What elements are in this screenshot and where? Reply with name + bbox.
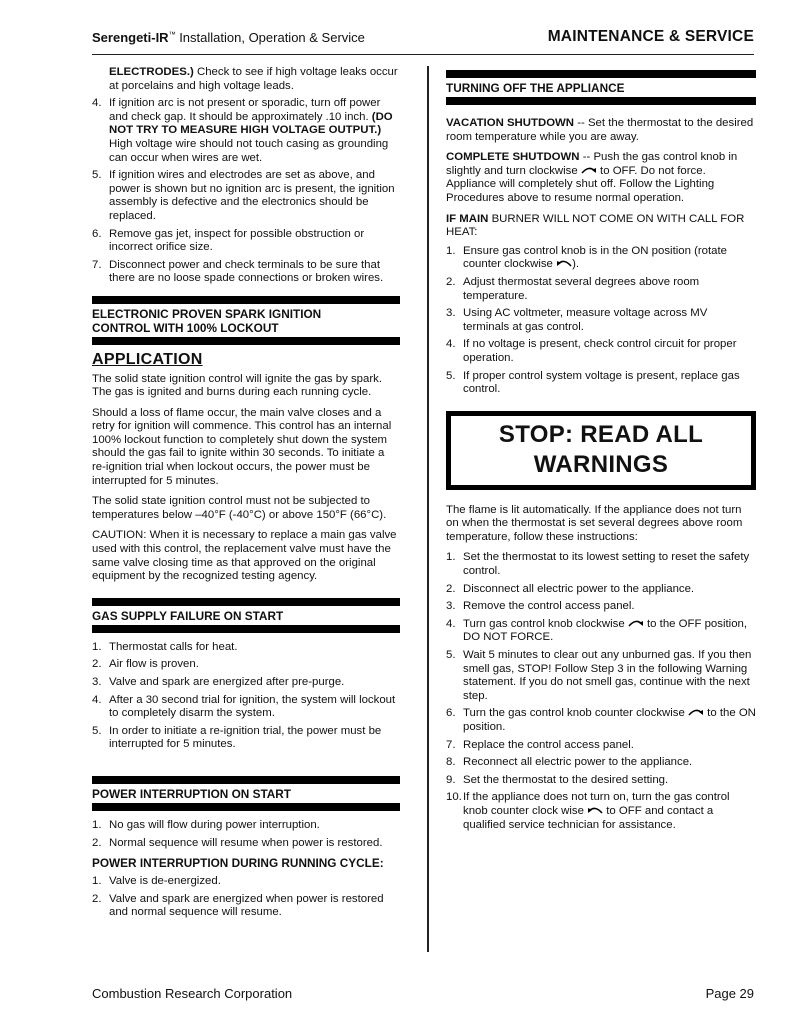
banner-heading: GAS SUPPLY FAILURE ON START [92,608,284,623]
list-item [446,600,756,614]
item-number: 1. [92,875,102,888]
electrodes-text: Check to see if high voltage leaks occur at porcelains and high voltage leads. [109,66,398,92]
right-column [446,66,756,838]
power-start-list [92,819,400,850]
list-item [446,739,756,753]
item-number: 3. [446,307,456,320]
list-item [446,370,756,397]
list-item [446,245,756,272]
electrodes-continuation [92,66,400,93]
item-text: Reconnect all electric power to the appliance. [463,756,693,769]
list-item [92,725,400,752]
company-name: Combustion Research Corporation [92,986,293,1001]
complete-text: to OFF. Do not force. Appliance will completely shut off. Follow the Lighting Procedures above to resume normal operation. [446,164,715,204]
item-text: After a 30 second trial for ignition, the system will lockout to completely disarm the system. [109,693,396,720]
item-number: 2. [92,836,102,849]
banner-bar [92,337,400,345]
application-paragraph: Should a loss of flame occur, the main valve closes and a retry for ignition will commence. This control has an internal 100% lockout function to completely shut down the system should the gas fail to ignite within 30 seconds. To initiate a re-ignition trial when lockout occurs, the power must be interrupted for 5 minutes. [92,406,392,487]
counterclockwise-arrow-icon [587,805,603,815]
item-text: to the OFF position, DO NOT FORCE. [463,617,748,644]
item-text: Ensure gas control knob is in the ON position (rotate counter clockwise [463,244,728,271]
item-text: If no voltage is present, check control circuit for proper operation. [463,338,737,364]
item-number: 6. [92,227,102,240]
item-text: If proper control system voltage is present, replace gas control. [463,369,740,396]
item-number: 1. [92,640,102,653]
clockwise-arrow-icon [628,618,644,628]
item-number: 1. [446,551,456,564]
item-text: Normal sequence will resume when power is restored. [109,836,383,849]
item-text: Turn gas control knob clockwise [463,617,628,630]
item-number: 3. [446,600,456,613]
if-main-label: IF MAIN [446,212,489,225]
item-text: Adjust thermostat several degrees above room temperature. [463,275,700,302]
clockwise-arrow-icon [688,707,704,717]
flame-paragraph: The flame is lit automatically. If the appliance does not turn on when the thermostat is set several degrees above room temperature, follow these instructions: [446,503,743,543]
list-item [92,641,400,655]
list-item [92,875,400,889]
section-banner-gas-supply [92,598,400,633]
running-cycle-heading: POWER INTERRUPTION DURING RUNNING CYCLE: [92,856,384,871]
list-item [92,837,400,851]
banner-heading: TURNING OFF THE APPLIANCE [446,81,625,95]
list-item [446,707,756,734]
stop-warning-line: WARNINGS [533,450,669,478]
section-banner-turning-off [446,70,756,105]
complete-shutdown-paragraph [446,151,756,205]
application-paragraph: The solid state ignition control must not be subjected to temperatures below –40°F (-40°C) or above 150°F (66°C). [92,495,387,521]
item-text: If ignition arc is not present or sporadic, turn off power and check gap. It should be approximately .10 inch. [109,97,381,123]
item-number: 4. [92,97,102,110]
item-number: 5. [92,169,102,182]
banner-line: CONTROL WITH 100% LOCKOUT [92,320,279,335]
list-item [446,307,756,334]
caution-paragraph: CAUTION: When it is necessary to replace a main gas valve used with this control, the replacement valve must have the same valve closing time as that approved on the original equipment by the recognized testing agency. [92,529,397,583]
item-number: 9. [446,773,456,786]
electrodes-label: ELECTRODES.) [109,66,194,78]
item-text: Valve is de-energized. [109,875,221,888]
list-item [92,819,400,833]
item-text: Set the thermostat to its lowest setting to reset the safety control. [463,551,750,578]
banner-line: ELECTRONIC PROVEN SPARK IGNITION [92,306,322,321]
if-main-burner-heading [446,213,756,240]
stop-warning-line: STOP: READ ALL [498,420,704,448]
left-column [92,66,400,926]
list-item [446,583,756,597]
brand-name: Serengeti-IR [92,30,169,45]
banner-bar [92,625,400,633]
item-number: 10. [446,791,462,804]
item-text: ). [572,258,580,271]
list-item [92,676,400,690]
item-number: 5. [446,649,456,662]
item-text: Valve and spark are energized when power is restored and normal sequence will resume. [109,892,384,919]
counterclockwise-arrow-icon [556,258,572,268]
application-paragraph: The solid state ignition control will ignite the gas by spark. The gas is ignited and burns during each running cycle. [92,372,382,399]
item-number: 5. [446,369,456,382]
vacation-text: -- Set the thermostat to the desired room temperature while you are away. [446,117,754,143]
list-item [92,169,400,223]
item-text: Remove gas jet, inspect for possible obstruction or incorrect orifice size. [109,227,365,254]
item-text: Replace the control access panel. [463,738,634,751]
item-number: 2. [446,582,456,595]
main-burner-list [446,245,756,397]
application-heading: APPLICATION [92,350,203,368]
item-text: If ignition wires and electrodes are set as above, and power is shown but no ignition arc is present, the ignition assembly is defective and the electronics should be replaced. [109,169,395,222]
reset-steps-list [446,551,756,832]
document-title [92,30,365,45]
item-warning: (DO NOT TRY TO MEASURE HIGH VOLTAGE OUTPUT.) [109,110,393,137]
ignition-check-list [92,97,400,286]
item-text: If the appliance does not turn on, turn the gas control knob counter clock wise [463,791,730,817]
item-number: 2. [446,275,456,288]
clockwise-arrow-icon [581,165,597,175]
vacation-shutdown-paragraph [446,117,756,144]
item-text: High voltage wire should not touch casing as grounding can occur when wires are wet. [109,137,389,164]
banner-bar [92,776,400,784]
banner-heading [92,304,400,337]
banner-bar [92,803,400,811]
complete-label: COMPLETE SHUTDOWN [446,151,580,164]
item-text: Disconnect power and check terminals to be sure that there are no loose spade connections or broken wires. [109,258,384,285]
gas-supply-list [92,641,400,752]
item-number: 1. [446,244,456,257]
item-text: Set the thermostat to the desired setting. [463,773,669,786]
list-item [92,228,400,255]
item-number: 8. [446,756,456,769]
item-text: to the ON position. [463,707,756,733]
document-subtitle: Installation, Operation & Service [175,30,365,45]
item-number: 2. [92,658,102,671]
list-item [446,774,756,788]
item-text: No gas will flow during power interruption. [109,818,320,831]
vacation-label: VACATION SHUTDOWN [446,117,575,129]
list-item [446,649,756,703]
item-number: 7. [92,258,102,271]
list-item [92,893,400,920]
item-number: 6. [446,707,456,720]
item-text: Disconnect all electric power to the appliance. [463,582,695,595]
column-divider [427,66,429,952]
page-number: Page 29 [705,986,754,1001]
page-header [92,26,754,55]
list-item [92,259,400,286]
section-title: MAINTENANCE & SERVICE [547,28,754,45]
item-number: 7. [446,738,456,751]
item-number: 2. [92,892,102,905]
item-number: 5. [92,724,102,737]
item-text: Air flow is proven. [109,658,199,671]
item-number: 4. [92,693,102,706]
section-banner-power-start [92,776,400,811]
list-item [446,756,756,770]
item-text: Remove the control access panel. [463,600,635,613]
list-item [92,658,400,672]
item-text: In order to initiate a re-ignition trial, the power must be interrupted for 5 minutes. [109,724,382,751]
list-item [446,618,756,645]
item-number: 4. [446,617,456,630]
item-number: 4. [446,338,456,351]
banner-bar [92,296,400,304]
list-item [446,338,756,365]
banner-heading: POWER INTERRUPTION ON START [92,786,292,801]
list-item [92,97,400,165]
banner-bar [446,97,756,105]
item-text: Thermostat calls for heat. [109,640,238,653]
item-text: Wait 5 minutes to clear out any unburned gas. If you then smell gas, STOP! Follow Step 3 in the following Warning statement. If you do not smell gas, continue with the next step. [463,649,752,702]
item-number: 3. [92,676,102,688]
item-text: Valve and spark are energized after pre-purge. [109,676,345,688]
item-number: 1. [92,818,102,831]
list-item [446,791,756,832]
item-text: Using AC voltmeter, measure voltage across MV terminals at gas control. [463,307,708,333]
list-item [92,694,400,721]
item-text: Turn the gas control knob counter clockwise [463,707,688,720]
list-item [446,276,756,303]
item-text: to OFF and contact a qualified service technician for assistance. [463,804,714,831]
list-item [446,551,756,578]
if-main-text: BURNER WILL NOT COME ON WITH CALL FOR HEAT: [446,212,745,239]
banner-bar [92,598,400,606]
running-cycle-list [92,875,400,920]
banner-bar [446,70,756,78]
trademark: ™ [168,31,176,39]
section-banner-spark-ignition [92,296,400,345]
stop-warning-box [446,411,756,490]
complete-text: -- Push the gas control knob in slightly and turn clockwise [446,151,738,177]
